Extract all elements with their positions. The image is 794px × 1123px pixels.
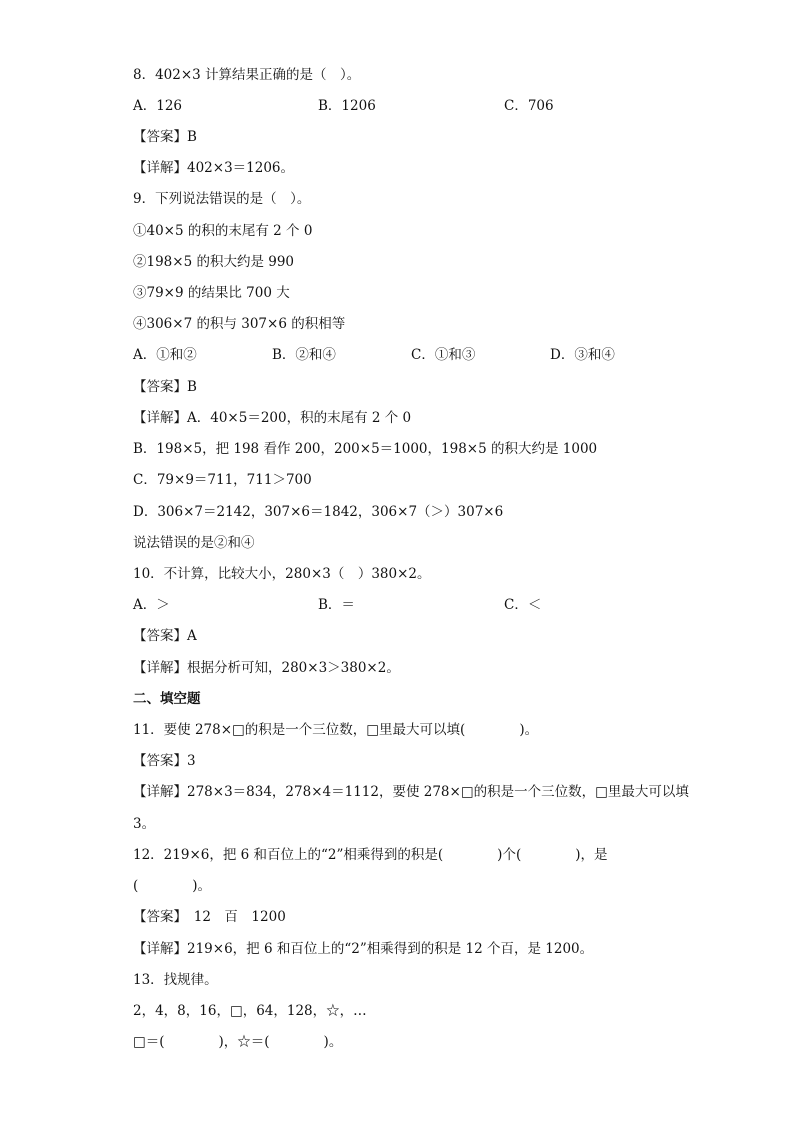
q10-stem: 10．不计算，比较大小，280×3（ ）380×2。 — [133, 566, 431, 582]
q10-option-a: A．＞ — [133, 597, 170, 613]
q11-answer: 【答案】3 — [133, 753, 196, 769]
section-title: 二、填空题 — [133, 691, 201, 707]
q9-option-b: B．②和④ — [272, 347, 336, 363]
q9-detail-line-2: B．198×5，把 198 看作 200，200×5＝1000，198×5 的积大约是 1000 — [133, 441, 598, 457]
q9-detail-line-5: 说法错误的是②和④ — [133, 535, 255, 551]
q9-option-d: D．③和④ — [550, 347, 615, 363]
q10-detail: 【详解】根据分析可知，280×3＞380×2。 — [133, 660, 400, 676]
q9-option-a: A．①和② — [133, 347, 197, 363]
q11-stem: 11．要使 278×□的积是一个三位数，□里最大可以填( )。 — [133, 722, 539, 738]
q13-blanks: □＝( )，☆＝( )。 — [133, 1034, 343, 1050]
q8-option-b: B．1206 — [318, 98, 376, 114]
q12-answer: 【答案】 12 百 1200 — [133, 909, 286, 925]
q12-stem-line-1: 12．219×6，把 6 和百位上的“2”相乘得到的积是( )个( )，是 — [133, 847, 608, 863]
q8-answer: 【答案】B — [133, 129, 197, 145]
q13-stem: 13．找规律。 — [133, 972, 218, 988]
q9-statement-1: ①40×5 的积的末尾有 2 个 0 — [133, 223, 313, 239]
q8-detail: 【详解】402×3＝1206。 — [133, 160, 295, 176]
q9-statement-3: ③79×9 的结果比 700 大 — [133, 285, 290, 301]
q12-detail: 【详解】219×6，把 6 和百位上的“2”相乘得到的积是 12 个百，是 1200。 — [133, 941, 594, 957]
q9-answer: 【答案】B — [133, 379, 197, 395]
q11-detail-line-1: 【详解】278×3＝834，278×4＝1112，要使 278×□的积是一个三位数，□里最大可以填 — [133, 784, 689, 800]
q9-detail-line-4: D．306×7＝2142，307×6＝1842，306×7（＞）307×6 — [133, 504, 504, 520]
q10-option-c: C．＜ — [504, 597, 542, 613]
q13-sequence: 2，4，8，16，□，64，128，☆，… — [133, 1003, 367, 1019]
q9-detail-line-1: 【详解】A．40×5＝200，积的末尾有 2 个 0 — [133, 410, 412, 426]
q10-answer: 【答案】A — [133, 628, 197, 644]
q8-stem: 8．402×3 计算结果正确的是（ ）。 — [133, 67, 361, 83]
q11-detail-line-2: 3。 — [133, 816, 156, 832]
q9-option-c: C．①和③ — [411, 347, 476, 363]
q9-statement-4: ④306×7 的积与 307×6 的积相等 — [133, 316, 346, 332]
q8-option-a: A．126 — [133, 98, 183, 114]
q8-option-c: C．706 — [504, 98, 554, 114]
q10-option-b: B．＝ — [318, 597, 355, 613]
q9-detail-line-3: C．79×9＝711，711＞700 — [133, 472, 312, 488]
q12-stem-line-2: ( )。 — [133, 878, 212, 894]
q9-stem: 9．下列说法错误的是（ ）。 — [133, 191, 311, 207]
q9-statement-2: ②198×5 的积大约是 990 — [133, 254, 295, 270]
